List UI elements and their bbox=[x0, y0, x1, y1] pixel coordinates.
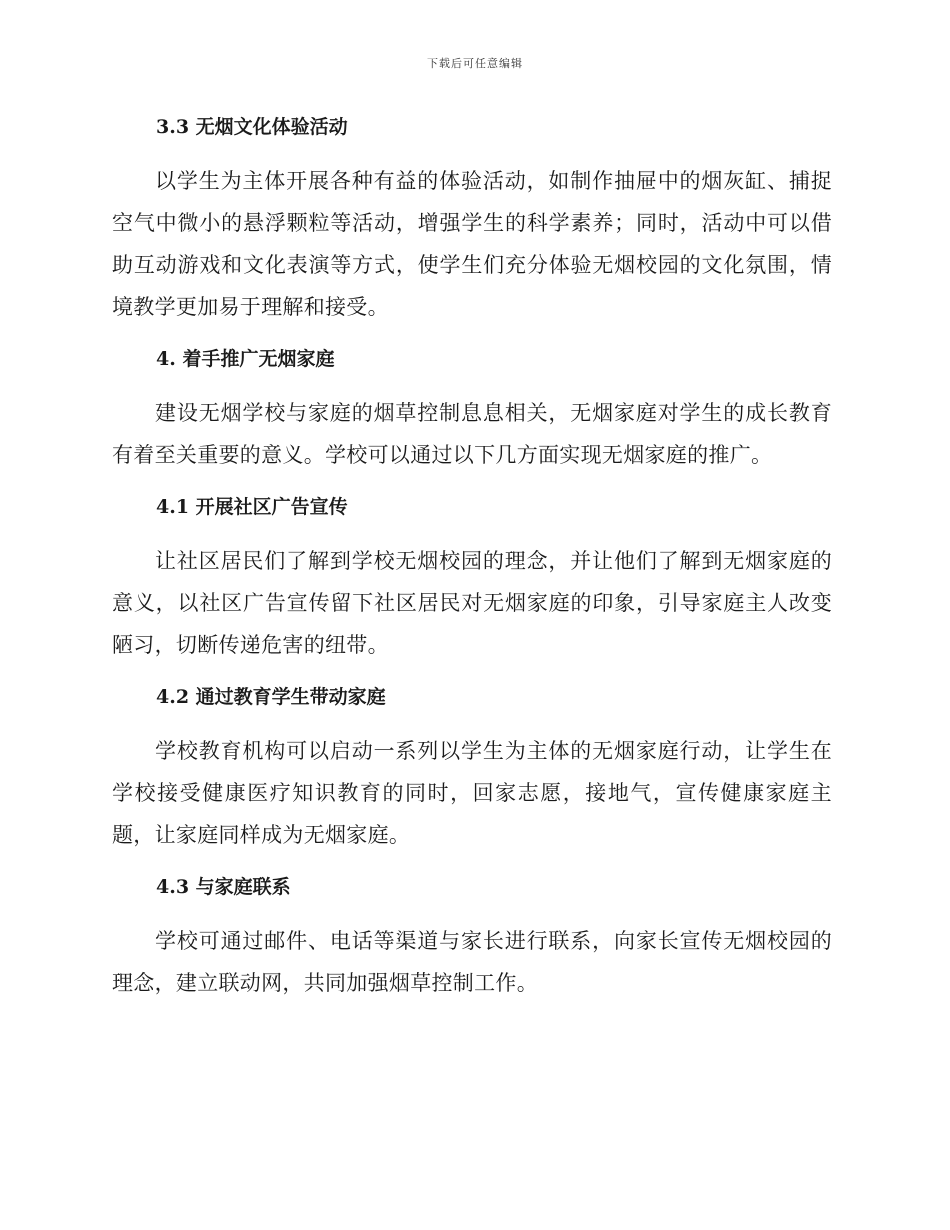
section-heading-4-1: 4.1 开展社区广告宣传 bbox=[156, 496, 348, 518]
page-header: 下载后可任意编辑 bbox=[427, 57, 523, 70]
section-paragraph-4: 建设无烟学校与家庭的烟草控制息息相关，无烟家庭对学生的成长教育有着至关重要的意义。学校可以通过以下几方面实现无烟家庭的推广。 bbox=[112, 401, 832, 467]
section-paragraph-3-3: 以学生为主体开展各种有益的体验活动，如制作抽屉中的烟灰缸、捕捉空气中微小的悬浮颗粒等活动，增强学生的科学素养；同时，活动中可以借助互动游戏和文化表演等方式，使学生们充分体验无烟校园的文化氛围，情境教学更加易于理解和接受。 bbox=[112, 169, 832, 319]
document-body bbox=[112, 112, 832, 1020]
section-heading-3-3: 3.3 无烟文化体验活动 bbox=[156, 116, 348, 138]
section-heading-4-2: 4.2 通过教育学生带动家庭 bbox=[156, 686, 386, 708]
section-paragraph-4-2: 学校教育机构可以启动一系列以学生为主体的无烟家庭行动，让学生在学校接受健康医疗知识教育的同时，回家志愿，接地气，宣传健康家庭主题，让家庭同样成为无烟家庭。 bbox=[112, 739, 832, 847]
section-heading-4: 4. 着手推广无烟家庭 bbox=[156, 348, 335, 370]
section-heading-4-3: 4.3 与家庭联系 bbox=[156, 876, 291, 898]
section-paragraph-4-3: 学校可通过邮件、电话等渠道与家长进行联系，向家长宣传无烟校园的理念，建立联动网，共同加强烟草控制工作。 bbox=[112, 929, 832, 995]
section-paragraph-4-1: 让社区居民们了解到学校无烟校园的理念，并让他们了解到无烟家庭的意义，以社区广告宣传留下社区居民对无烟家庭的印象，引导家庭主人改变陋习，切断传递危害的纽带。 bbox=[112, 549, 832, 657]
